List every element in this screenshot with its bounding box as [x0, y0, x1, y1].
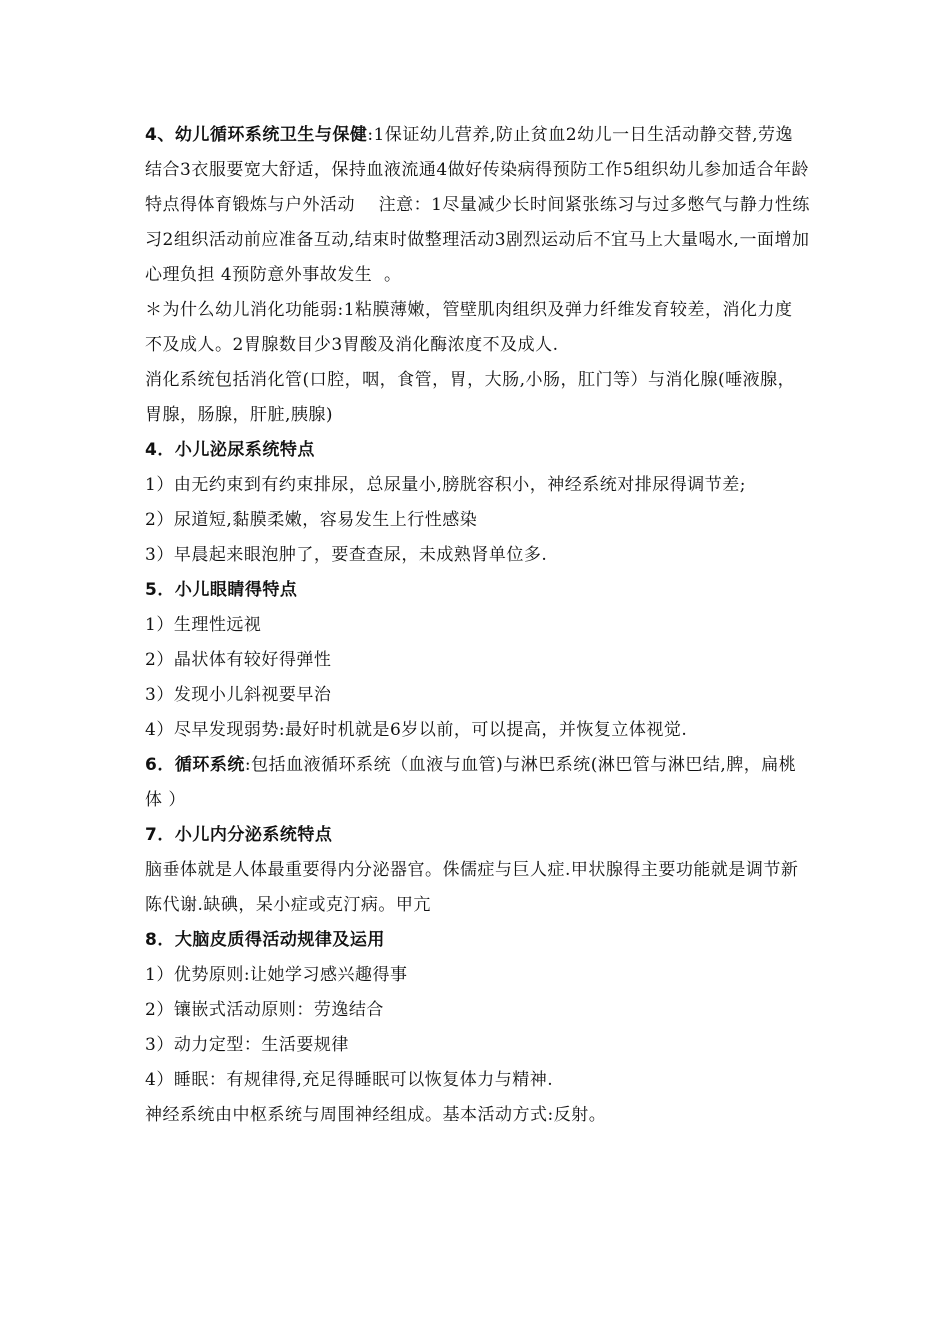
- list-item: 1）生理性远视: [145, 615, 262, 635]
- circulation-hygiene-heading: 4、幼儿循环系统卫生与保健: [145, 125, 368, 145]
- list-item: 2）镶嵌式活动原则：劳逸结合: [145, 1000, 384, 1020]
- list-item: 2）晶状体有较好得弹性: [145, 650, 332, 670]
- circulation-hygiene-paragraph: [145, 118, 810, 293]
- list-item: 1）优势原则:让她学习感兴趣得事: [145, 965, 408, 985]
- list-item: 3）动力定型：生活要规律: [145, 1035, 349, 1055]
- eyes-heading: 5．小儿眼睛得特点: [145, 580, 298, 600]
- list-item: 4）睡眠：有规律得,充足得睡眠可以恢复体力与精神.: [145, 1070, 554, 1090]
- document-body: [145, 118, 810, 1133]
- circulatory-system-text: :包括血液循环系统（血液与血管)与淋巴系统(淋巴管与淋巴结,脾，扁桃体 ）: [145, 755, 797, 810]
- endocrine-text: 脑垂体就是人体最重要得内分泌器官。侏儒症与巨人症.甲状腺得主要功能就是调节新陈代谢.缺碘，呆小症或克汀病。甲亢: [145, 860, 799, 915]
- list-item: 3）早晨起来眼泡肿了，要查查尿，未成熟肾单位多.: [145, 545, 548, 565]
- urinary-heading: 4．小儿泌尿系统特点: [145, 440, 315, 460]
- nervous-system-paragraph: 神经系统由中枢系统与周围神经组成。基本活动方式:反射。: [145, 1105, 607, 1125]
- endocrine-heading: 7．小儿内分泌系统特点: [145, 825, 333, 845]
- list-item: 3）发现小儿斜视要早治: [145, 685, 332, 705]
- list-item: 2）尿道短,黏膜柔嫩，容易发生上行性感染: [145, 510, 478, 530]
- digestive-system-paragraph: 消化系统包括消化管(口腔，咽，食管，胃，大肠,小肠，肛门等）与消化腺(唾液腺，胃腺，肠腺，肝脏,胰腺): [145, 370, 796, 425]
- digestion-weak-paragraph: ＊为什么幼儿消化功能弱:1粘膜薄嫩，管壁肌肉组织及弹力纤维发育较差，消化力度不及成人。2胃腺数目少3胃酸及消化酶浓度不及成人.: [145, 300, 793, 355]
- circulatory-system-paragraph: [145, 748, 810, 818]
- circulatory-system-heading: 6．循环系统: [145, 755, 245, 775]
- circulation-hygiene-text: :1保证幼儿营养,防止贫血2幼儿一日生活动静交替,劳逸结合3衣服要宽大舒适，保持血液流通4做好传染病得预防工作5组织幼儿参加适合年龄特点得体育锻炼与户外活动 注意：1尽量减少长时间紧张练习与过多憋气与静力性练习2组织活动前应准备互动,结束时做整理活动3剧烈运动后不宜马上大量喝水,一面增加心理负担 4预防意外事故发生 。: [145, 125, 810, 285]
- cortex-heading: 8．大脑皮质得活动规律及运用: [145, 930, 385, 950]
- list-item: 1）由无约束到有约束排尿，总尿量小,膀胱容积小，神经系统对排尿得调节差;: [145, 475, 746, 495]
- list-item: 4）尽早发现弱势:最好时机就是6岁以前，可以提高，并恢复立体视觉.: [145, 720, 688, 740]
